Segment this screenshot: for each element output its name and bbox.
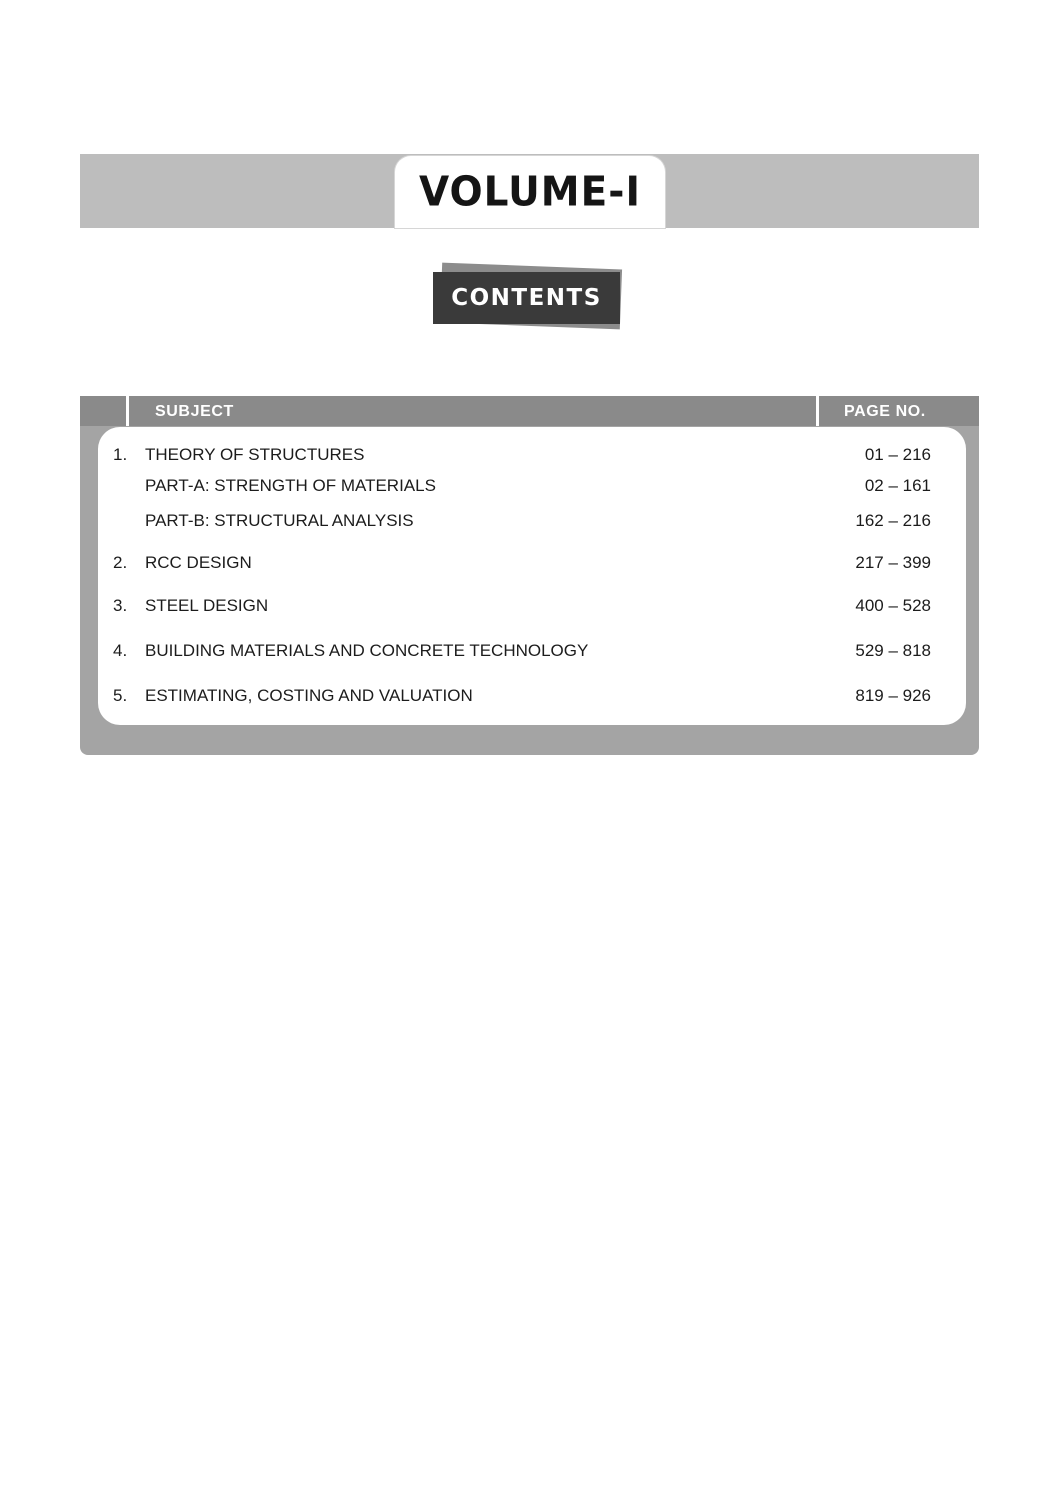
- row-number: 2.: [113, 553, 128, 572]
- row-number: 3.: [113, 596, 128, 615]
- contents-title: CONTENTS: [451, 285, 602, 311]
- page-column-header: PAGE NO.: [844, 403, 926, 420]
- table-row: [98, 443, 966, 467]
- row-subject: PART-A: STRENGTH OF MATERIALS: [145, 476, 436, 495]
- table-row: [98, 684, 966, 708]
- row-pages: 217 – 399: [855, 553, 931, 572]
- row-number: 5.: [113, 686, 128, 705]
- row-subject: PART-B: STRUCTURAL ANALYSIS: [145, 511, 414, 530]
- table-header: [80, 396, 979, 426]
- header-divider: [816, 396, 819, 426]
- row-subject: RCC DESIGN: [145, 553, 252, 572]
- row-pages: 01 – 216: [864, 445, 931, 464]
- row-number: 4.: [113, 641, 128, 660]
- header-divider: [126, 396, 129, 426]
- row-pages: 529 – 818: [855, 641, 931, 660]
- row-subject: STEEL DESIGN: [145, 596, 269, 615]
- row-pages: 02 – 161: [864, 476, 931, 495]
- subject-column-header: SUBJECT: [155, 403, 234, 420]
- row-subject: THEORY OF STRUCTURES: [145, 445, 365, 464]
- row-subject: BUILDING MATERIALS AND CONCRETE TECHNOLOGY: [145, 641, 589, 660]
- table-row: [98, 594, 966, 618]
- volume-tab: [395, 156, 665, 228]
- row-pages: 162 – 216: [855, 511, 931, 530]
- row-subject: ESTIMATING, COSTING AND VALUATION: [145, 686, 473, 705]
- volume-title: VOLUME-I: [419, 168, 641, 216]
- table-row: [98, 474, 966, 498]
- table-row: [98, 551, 966, 575]
- contents-table: [80, 396, 979, 755]
- row-number: 1.: [113, 445, 128, 464]
- row-pages: 400 – 528: [855, 596, 931, 615]
- table-row: [98, 639, 966, 663]
- contents-label: [433, 272, 620, 324]
- table-row: [98, 509, 966, 533]
- table-body: [98, 427, 966, 725]
- row-pages: 819 – 926: [855, 686, 931, 705]
